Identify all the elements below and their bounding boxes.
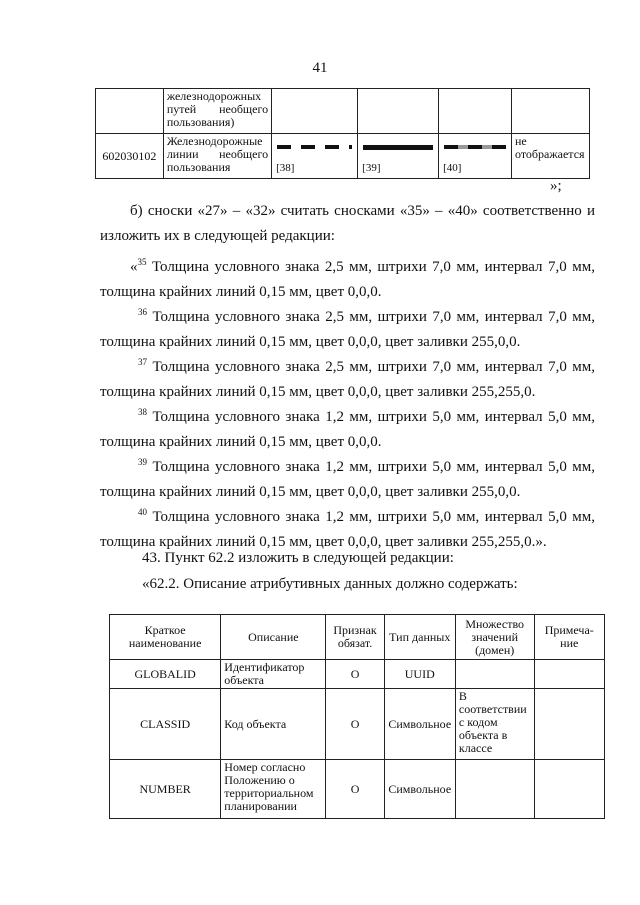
symbol-cell — [439, 134, 512, 179]
column-header: Признак обязат. — [326, 615, 384, 660]
table-cell: Символьное — [384, 760, 455, 819]
table-cell: В соответствии с кодом объекта в классе — [455, 689, 534, 760]
footnote: $^{38}$ Толщина условного знака 1,2 мм, штрихи 5,0 мм, интервал 5,0 мм, толщина крайних линий 0,15 мм, цвет 0,0,0. — [100, 407, 596, 450]
closing-quote: »; — [550, 178, 562, 194]
table-row — [110, 689, 605, 760]
table-row — [110, 760, 605, 819]
column-header: Примеча-ние — [534, 615, 605, 660]
column-header: Описание — [221, 615, 326, 660]
column-header: Краткое наименование — [110, 615, 221, 660]
note-cell: не отображается — [512, 134, 590, 179]
object-name-cell: Железнодорожные линии необщего пользования — [163, 134, 271, 179]
table-cell: Идентификатор объекта — [221, 660, 326, 689]
table-cell — [534, 689, 605, 760]
paragraph-622: «62.2. Описание атрибутивных данных должно содержать: — [142, 576, 518, 592]
paragraph-b: б) сноски «27» – «32» считать сносками «35» – «40» соответственно и изложить их в следующей редакции: — [100, 203, 595, 244]
table-cell: GLOBALID — [110, 660, 221, 689]
footnote: $^{36}$ Толщина условного знака 2,5 мм, штрихи 7,0 мм, интервал 7,0 мм, толщина крайних линий 0,15 мм, цвет 0,0,0, цвет заливки 255,0,0. — [100, 307, 596, 350]
table-cell — [455, 760, 534, 819]
footnote: $^{40}$ Толщина условного знака 1,2 мм, штрихи 5,0 мм, интервал 5,0 мм, толщина крайних линий 0,15 мм, цвет 0,0,0, цвет заливки 255,255,0.». — [100, 507, 596, 550]
table-cell: О — [326, 660, 384, 689]
table-row — [96, 134, 590, 179]
symbol-cell — [272, 134, 358, 179]
solid-line-symbol — [363, 145, 433, 150]
table-cell: Символьное — [384, 689, 455, 760]
table-row — [110, 660, 605, 689]
table-row — [96, 89, 590, 134]
table-cell — [534, 660, 605, 689]
table-cell: UUID — [384, 660, 455, 689]
symbols-table — [95, 88, 590, 179]
column-header: Множество значений (домен) — [455, 615, 534, 660]
symbol-cell — [358, 134, 439, 179]
object-name-cell: железнодорожных путей необщего пользования) — [163, 89, 271, 134]
dashed-filled-line-symbol — [444, 145, 506, 149]
footnote-ref: [40] — [443, 162, 462, 174]
page-number: 41 — [312, 60, 328, 76]
table-header-row — [110, 615, 605, 660]
column-header: Тип данных — [384, 615, 455, 660]
footnote: $^{39}$ Толщина условного знака 1,2 мм, штрихи 5,0 мм, интервал 5,0 мм, толщина крайних линий 0,15 мм, цвет 0,0,0, цвет заливки 255,0,0. — [100, 457, 596, 500]
paragraph-43: 43. Пункт 62.2 изложить в следующей редакции: — [142, 550, 454, 566]
table-cell: NUMBER — [110, 760, 221, 819]
footnote-ref: [39] — [362, 162, 381, 174]
dashed-line-symbol — [277, 145, 352, 149]
footnote: $^{37}$ Толщина условного знака 2,5 мм, штрихи 7,0 мм, интервал 7,0 мм, толщина крайних линий 0,15 мм, цвет 0,0,0, цвет заливки 255,255,0. — [100, 357, 596, 400]
table-cell — [455, 660, 534, 689]
table-cell: О — [326, 760, 384, 819]
attributes-table — [109, 614, 605, 819]
table-cell: Код объекта — [221, 689, 326, 760]
table-cell: CLASSID — [110, 689, 221, 760]
table-cell: О — [326, 689, 384, 760]
table-cell: Номер согласно Положению о территориальном планировании — [221, 760, 326, 819]
object-code-cell: 602030102 — [96, 134, 164, 179]
table-cell — [534, 760, 605, 819]
footnote-ref: [38] — [276, 162, 295, 174]
footnote: «$^{35}$ Толщина условного знака 2,5 мм, штрихи 7,0 мм, интервал 7,0 мм, толщина крайних линий 0,15 мм, цвет 0,0,0. — [100, 257, 595, 300]
